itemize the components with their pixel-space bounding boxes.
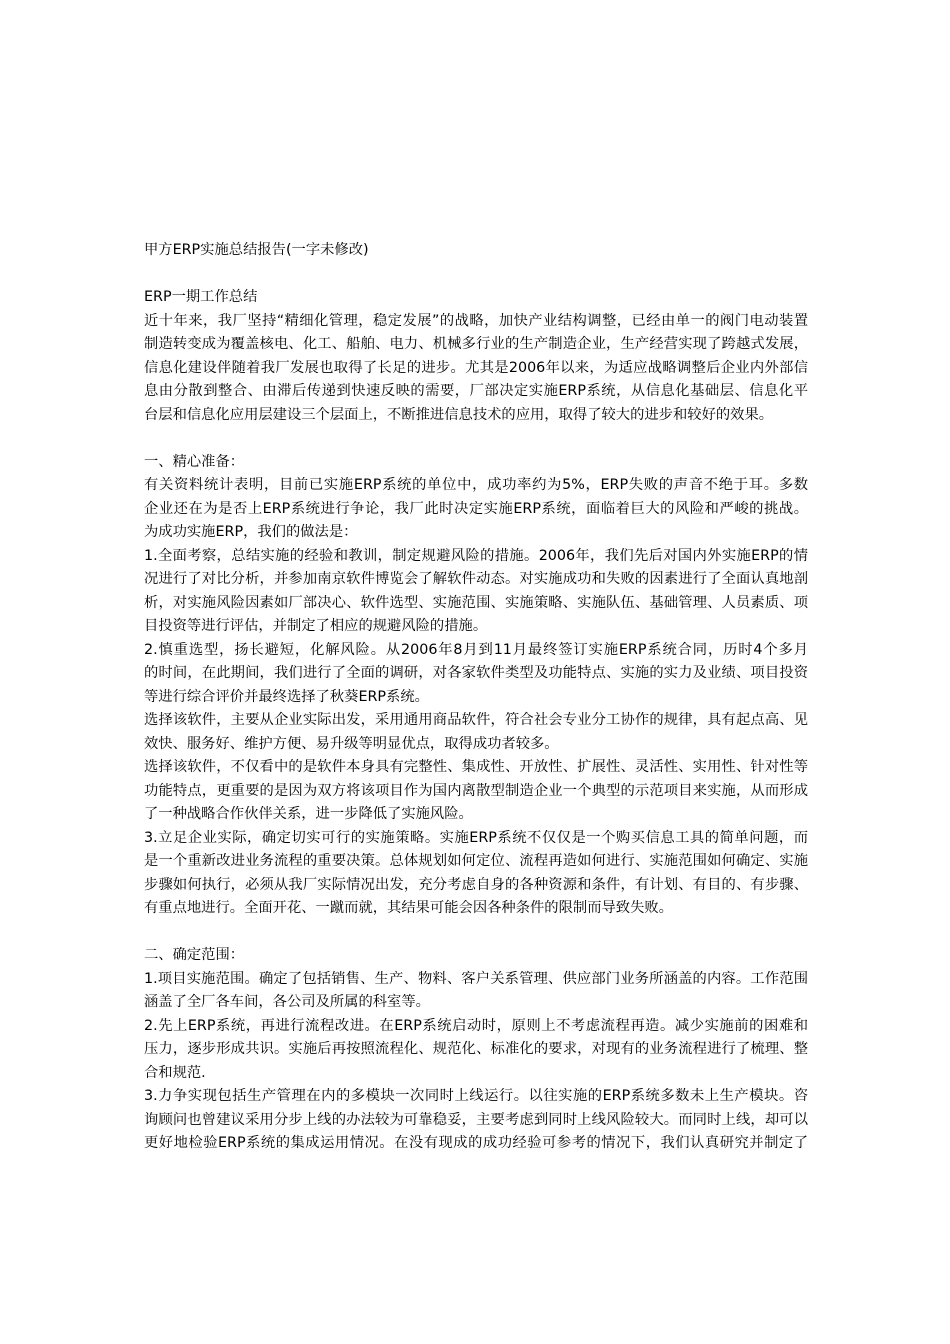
- document-title: 甲方ERP实施总结报告(一字未修改): [144, 242, 369, 258]
- paragraph-line: 有关资料统计表明，目前已实施ERP系统的单位中，成功率约为5%，ERP失败的声音不绝于耳。多数: [144, 477, 808, 493]
- document-subtitle: ERP一期工作总结: [144, 289, 258, 305]
- paragraph-line: 况进行了对比分析，并参加南京软件博览会了解软件动态。对实施成功和失败的因素进行了全面认真地剖: [144, 571, 808, 587]
- paragraph-line: 1.项目实施范围。确定了包括销售、生产、物料、客户关系管理、供应部门业务所涵盖的内容。工作范围: [144, 970, 808, 987]
- paragraph-line: 了一种战略合作伙伴关系，进一步降低了实施风险。: [144, 806, 473, 822]
- section-scope: [144, 944, 808, 1156]
- paragraph-line: 为成功实施ERP，我们的做法是：: [144, 524, 358, 540]
- paragraph-line: 的时间，在此期间，我们进行了全面的调研，对各家软件类型及功能特点、实施的实力及业绩、项目投资: [144, 665, 808, 681]
- paragraph-line: 有重点地进行。全面开花、一蹴而就，其结果可能会因各种条件的限制而导致失败。: [144, 900, 673, 916]
- paragraph-line: 2.先上ERP系统，再进行流程改进。在ERP系统启动时，原则上不考虑流程再造。减少实施前的困难和: [144, 1017, 808, 1034]
- paragraph-line: 信息化建设伴随着我厂发展也取得了长足的进步。尤其是2006年以来，为适应战略调整后企业内外部信: [144, 359, 808, 376]
- spacer: [144, 427, 808, 451]
- paragraph-line: 台层和信息化应用层建设三个层面上，不断推进信息技术的应用，取得了较大的进步和较好的效果。: [144, 406, 774, 423]
- paragraph-line: 功能特点，更重要的是因为双方将该项目作为国内离散型制造企业一个典型的示范项目来实施，从而形成: [144, 782, 808, 799]
- paragraph-line: 制造转变成为覆盖核电、化工、船舶、电力、机械多行业的生产制造企业，生产经营实现了跨越式发展，: [144, 336, 808, 352]
- paragraph-line: 3.力争实现包括生产管理在内的多模块一次同时上线运行。以往实施的ERP系统多数未上生产模块。咨: [144, 1088, 808, 1104]
- paragraph-line: 息由分散到整合、由滞后传递到快速反映的需要，厂部决定实施ERP系统，从信息化基础层、信息化平: [144, 383, 808, 399]
- paragraph-line: 是一个重新改进业务流程的重要决策。总体规划如何定位、流程再造如何进行、实施范围如何确定、实施: [144, 853, 808, 869]
- section-heading: 一、精心准备：: [144, 453, 245, 470]
- document-page: [144, 239, 808, 1156]
- paragraph-line: 选择该软件，主要从企业实际出发，采用通用商品软件，符合社会专业分工协作的规律，具有起点高、见: [144, 712, 808, 728]
- spacer: [144, 263, 808, 287]
- paragraph-line: 目投资等进行评估，并制定了相应的规避风险的措施。: [144, 618, 488, 634]
- intro-paragraph: [144, 310, 808, 428]
- paragraph-line: 询顾问也曾建议采用分步上线的办法较为可靠稳妥，主要考虑到同时上线风险较大。而同时上线，却可以: [144, 1111, 808, 1128]
- paragraph-line: 选择该软件，不仅看中的是软件本身具有完整性、集成性、开放性、扩展性、灵活性、实用性、针对性等: [144, 759, 808, 775]
- paragraph-line: 1.全面考察，总结实施的经验和教训，制定规避风险的措施。2006年，我们先后对国内外实施ERP的情: [144, 547, 808, 564]
- paragraph-line: 企业还在为是否上ERP系统进行争论，我厂此时决定实施ERP系统，面临着巨大的风险和严峻的挑战。: [144, 500, 808, 517]
- paragraph-line: 2.慎重选型，扬长避短，化解风险。从2006年8月到11月最终签订实施ERP系统合同，历时4个多月: [144, 641, 808, 658]
- paragraph-line: 涵盖了全厂各车间，各公司及所属的科室等。: [144, 994, 430, 1010]
- paragraph-line: 更好地检验ERP系统的集成运用情况。在没有现成的成功经验可参考的情况下，我们认真研究并制定了: [144, 1135, 808, 1151]
- paragraph-line: 压力，逐步形成共识。实施后再按照流程化、规范化、标准化的要求，对现有的业务流程进行了梳理、整: [144, 1041, 808, 1057]
- paragraph-line: 合和规范.: [144, 1064, 206, 1081]
- spacer: [144, 921, 808, 945]
- paragraph-line: 步骤如何执行，必须从我厂实际情况出发，充分考虑自身的各种资源和条件，有计划、有目的、有步骤、: [144, 876, 808, 893]
- paragraph-line: 3.立足企业实际，确定切实可行的实施策略。实施ERP系统不仅仅是一个购买信息工具的简单问题，而: [144, 829, 808, 846]
- section-preparation: [144, 451, 808, 921]
- paragraph-line: 等进行综合评价并最终选择了秋葵ERP系统。: [144, 688, 429, 705]
- paragraph-line: 析，对实施风险因素如厂部决心、软件选型、实施范围、实施策略、实施队伍、基础管理、人员素质、项: [144, 594, 808, 611]
- paragraph-line: 近十年来，我厂坚持“精细化管理，稳定发展”的战略，加快产业结构调整，已经由单一的阀门电动装置: [144, 312, 808, 329]
- section-heading: 二、确定范围：: [144, 947, 245, 963]
- paragraph-line: 效快、服务好、维护方便、易升级等明显优点，取得成功者较多。: [144, 735, 559, 752]
